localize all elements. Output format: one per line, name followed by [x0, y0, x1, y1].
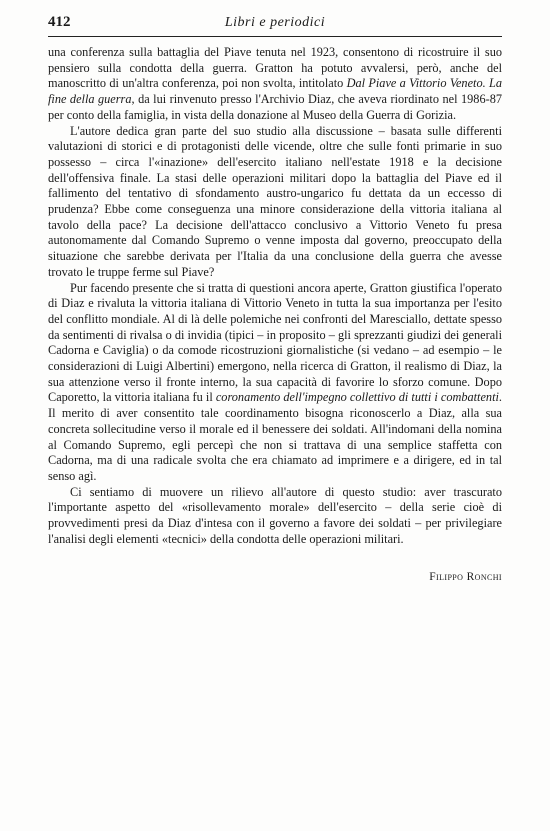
text-segment: Pur facendo presente che si tratta di questioni ancora aperte, Gratton giustifica l'operato di Diaz e rivaluta la vittoria italiana di Vittorio Veneto in tutta la sua importanza per l'esito del conflitto mondiale. Al di là delle polemiche nei confronti del Maresciallo, dettate spesso da sentimenti di rivalsa o di invidia (tipici – in proposito – gli sprezzanti giudizi dei generali Cadorna e Caviglia) o da comode ricostruzioni giornalistiche (si vedano – ad esempio – le considerazioni di Luigi Albertini) emergono, nella ricerca di Gratton, il realismo di Diaz, la sua attenzione verso il fronte interno, la sua capacità di favorire lo sforzo comune. Dopo Caporetto, la vittoria italiana fu il: [48, 280, 502, 405]
paragraph: [48, 45, 502, 124]
paragraph: [48, 281, 502, 485]
italic-text-segment: Dal Piave a Vittorio Veneto. La fine della guerra: [48, 76, 502, 107]
paragraph: [48, 124, 502, 281]
running-title: Libri e periodici: [224, 15, 326, 30]
author-signature: [429, 571, 502, 583]
body-text: [48, 45, 502, 548]
signature-first: Filippo Ronchi: [429, 571, 502, 583]
header-rule: [48, 36, 502, 37]
text-segment: una conferenza sulla battaglia del Piave tenuta nel 1923, consentono di ricostruire il suo pensiero sulla condotta della guerra. Gratton ha potuto avvalersi, però, anche del manoscritto di un'altra conferenza, poi non svolta, intitolato: [48, 45, 502, 91]
page-number: 412: [48, 14, 71, 30]
text-segment: . Il merito di aver consentito tale coordinamento bisogna riconoscerlo a Diaz, alla sua concreta sollecitudine verso il morale ed il benessere dei soldati. All'indomani della nomina al Comando Supremo, egli percepì che non si trattava di una semplice staffetta con Cadorna, ma di una radicale svolta che era chiamato ad imprimere e a dirigere, ed in tal senso agì.: [48, 390, 502, 483]
page-header: [48, 14, 502, 36]
text-segment: Ci sentiamo di muovere un rilievo all'autore di questo studio: aver trascurato l'importante aspetto del «risollevamento morale» dell'esercito – della serie cioè di provvedimenti presi da Diaz d'intesa con il governo a favore dei soldati – per privilegiare l'analisi degli elementi «tecnici» della condotta delle operazioni militari.: [48, 484, 502, 546]
text-segment: L'autore dedica gran parte del suo studio alla discussione – basata sulle differenti valutazioni di storici e di protagonisti delle vicende, oltre che sulle fonti primarie in suo possesso – circa l'«inazione» dell'esercito italiano nell'estate 1918 e la decisione dell'offensiva finale. La stasi delle operazioni militari dopo la battaglia del Piave ed il fallimento del tentativo di sfondamento austro-ungarico fu dettata da un eccesso di prudenza? Ebbe come conseguenza una minore considerazione della vittoria italiana al tavolo della pace? La decisione dell'attacco conclusivo a Vittorio Veneto fu presa autonomamente dal Comando Supremo o venne imposta dal governo, preoccupato della situazione che sarebbe derivata per l'Italia da una conclusione della guerra che avesse trovato le truppe ferme sul Piave?: [48, 123, 502, 279]
paragraph: [48, 485, 502, 548]
italic-text-segment: coronamento dell'impegno collettivo di tutti i combattenti: [215, 390, 499, 405]
text-segment: , da lui rinvenuto presso l'Archivio Diaz, che aveva riordinato nel 1986-87 per conto della famiglia, in vista della donazione al Museo della Guerra di Gorizia.: [48, 92, 502, 122]
